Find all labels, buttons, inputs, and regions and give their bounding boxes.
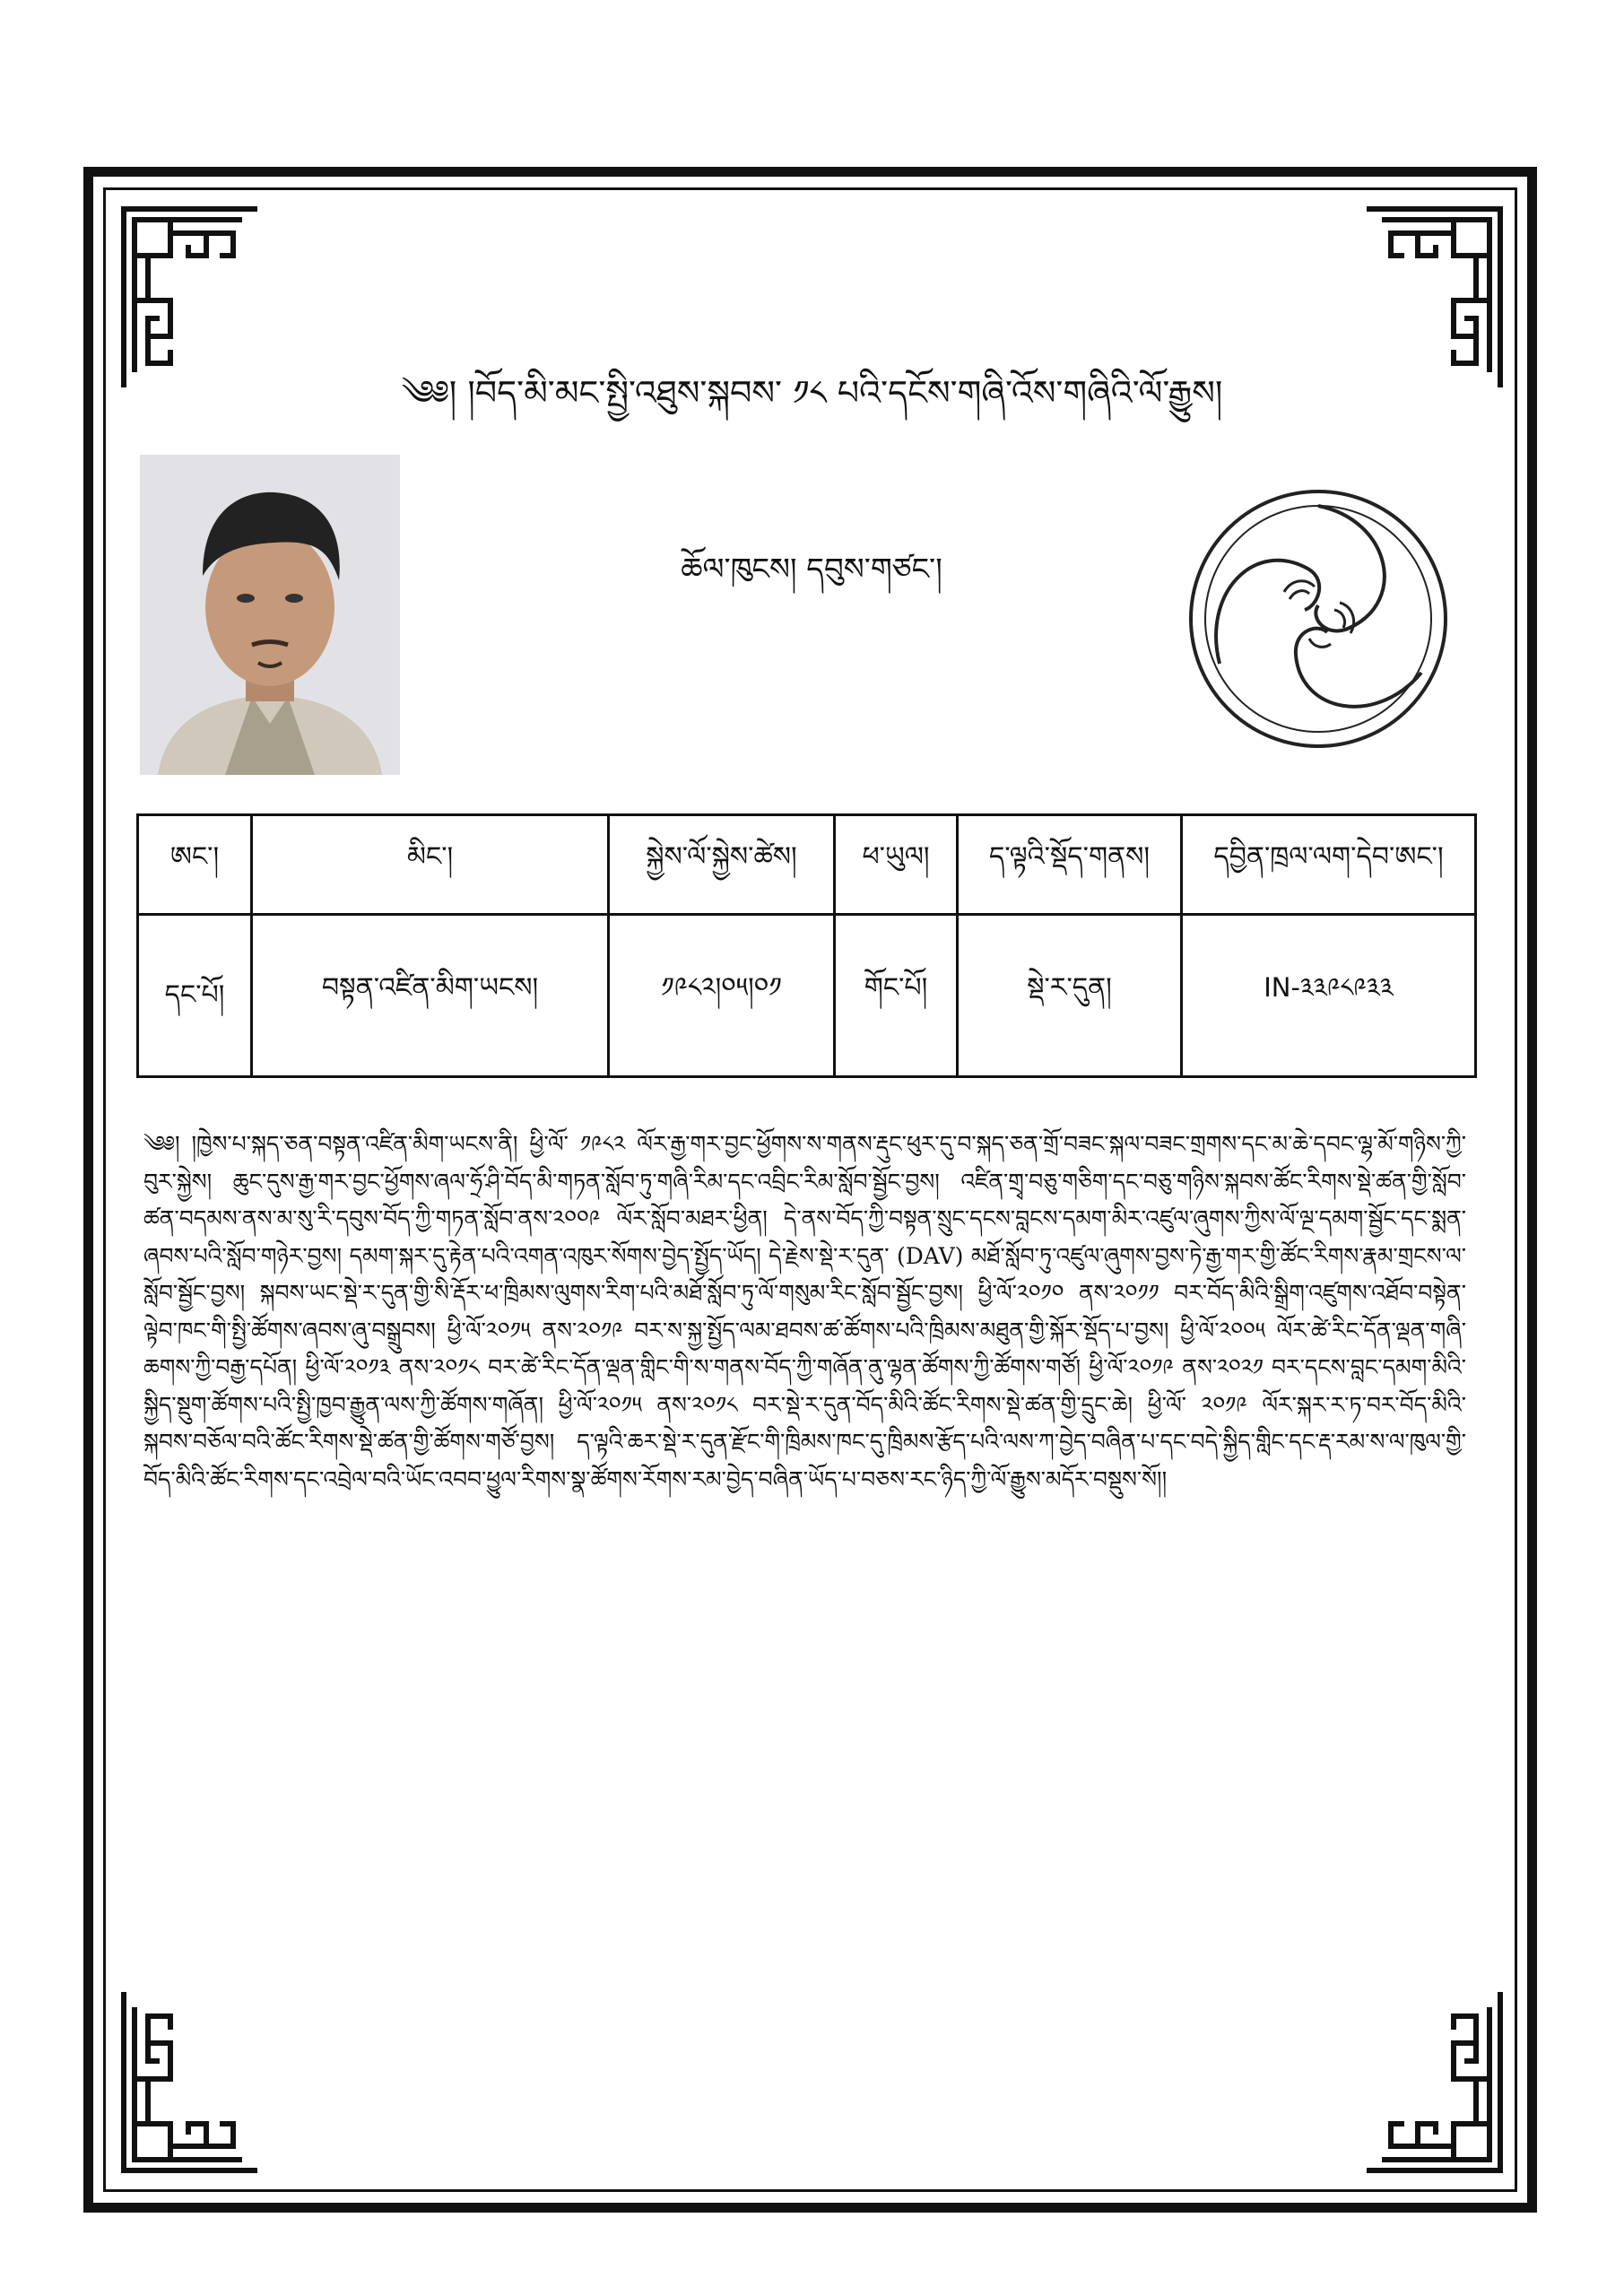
corner-ornament-bottom-right <box>1359 1985 1507 2178</box>
candidate-photo <box>140 455 400 775</box>
gakyil-emblem <box>1184 484 1453 753</box>
cell-hometown: གོང་པོ། <box>835 915 958 1077</box>
corner-ornament-top-right <box>1359 202 1507 395</box>
header-residence: ད་ལྟའི་སྡོད་གནས། <box>958 815 1182 915</box>
document-title: ༄༅། །བོད་མི་མང་སྤྱི་འཐུས་སྐབས་ ༡༨ པའི་དངོས་གཞི་འོས་གཞིའི་ལོ་རྒྱུས། <box>401 373 1223 413</box>
corner-ornament-bottom-left <box>117 1985 265 2178</box>
table-row <box>138 915 1476 1077</box>
header-hometown: ཕ་ཡུལ། <box>835 815 958 915</box>
table-header-row <box>138 815 1476 915</box>
header-number: ཨང་། <box>138 815 252 915</box>
corner-ornament-top-left <box>117 202 265 395</box>
biography-text <box>143 1126 1466 1888</box>
header-name: མིང་། <box>252 815 609 915</box>
header-rc-number: དབྱིན་ཁྲལ་ལག་དེབ་ཨང་། <box>1182 815 1476 915</box>
cell-rc-number: IN-༣༣༩༨༩༣༣ <box>1182 915 1476 1077</box>
constituency-label: ཆོལ་ཁུངས། དབུས་གཙང་། <box>681 552 942 587</box>
biography-paragraph: ༄༅། །ཁྱེས་པ་སྐད་ཅན་བསྟན་འཛིན་མིག་ཡངས་ནི། ཕྱི་ལོ་ ༡༩༨༢ ལོར་རྒྱ་གར་བྱང་ཕྱོགས་ས་གནས་རྡུང་ཕུར་དུ་བ་སྐད་ཅན་གྲོ་བཟང་སྐལ་བཟང་གྲགས་དང་མ་ཆེ་དབང་ལྷ་མོ་གཉིས་ཀྱི་བུར་སྐྱེས། ཆུང་དུས་རྒྱ་གར་བྱང་ཕྱོགས་ཞལ་ཧྲོ་ཤི་བོད་མི་གཏན་སློབ་ཏུ་གཞི་རིམ་དང་འབྲིང་རིམ་སློབ་སྦྱོང་བྱས། འཛིན་གྲྭ་བཅུ་གཅིག་དང་བཅུ་གཉིས་སྐབས་ཚོང་རིགས་སྡེ་ཚན་གྱི་སློབ་ཚན་བདམས་ནས་མ་སུ་རི་དབུས་བོད་ཀྱི་གཏན་སློབ་ནས་༢༠༠༩ ལོར་སློབ་མཐར་ཕྱིན། དེ་ནས་བོད་ཀྱི་བསྟན་སྲུང་དངས་བླངས་དམག་མིར་འཛུལ་ཞུགས་ཀྱིས་ལོ་ལྔ་དམག་སྦྱོང་དང་སྨན་ཞབས་པའི་སློབ་གཉེར་བྱས། དམག་སྐར་དུ་རྟེན་པའི་འགན་འཁུར་སོགས་བྱེད་སྤྱོད་ཡོད། དེ་རྗེས་སྡེ་ར་དུན་ (DAV) མཐོ་སློབ་ཏུ་འཛུལ་ཞུགས་བྱས་ཏེ་རྒྱ་གར་གྱི་ཚོང་རིགས་རྣམ་གྲངས་ལ་སློབ་སྦྱོང་བྱས། སྐབས་ཡང་སྡེ་ར་དུན་གྱི་སི་རྡོར་ཕ་ཁྲིམས་ལུགས་རིག་པའི་མཐོ་སློབ་ཏུ་ལོ་གསུམ་རིང་སློབ་སྦྱོང་བྱས། ཕྱི་ལོ་༢༠༡༠ ནས་༢༠༡༡ བར་བོད་མིའི་སྒྲིག་འཛུགས་འཐོབ་བསྟེན་ལྟེབ་ཁང་གི་སྤྱི་ཚོགས་ཞབས་ཞུ་བསྒྲུབས། ཕྱི་ལོ་༢༠༡༥ ནས་༢༠༡༩ བར་ས་སྐྱ་སྤྱོད་ལམ་ཐབས་ཚ་ཚོགས་པའི་ཁྲིམས་མཐུན་གྱི་སྐོར་སྡོད་པ་བྱས། ཕྱི་ལོ་༢༠༠༥ ལོར་ཚེ་རིང་དོན་ལྡན་གཞི་ཆགས་ཀྱི་བརྒྱ་དཔོན། ཕྱི་ལོ་༢༠༡༣ ནས་༢༠༡༨ བར་ཚེ་རིང་དོན་ལྡན་གླིང་གི་ས་གནས་བོད་ཀྱི་གཞོན་ནུ་ལྷན་ཚོགས་ཀྱི་ཚོགས་གཙོ། ཕྱི་ལོ་༢༠༡༩ ནས་༢༠༢༡ བར་དངས་བླང་དམག་མིའི་སྐྱིད་སྡུག་ཚོགས་པའི་སྤྱི་ཁྱབ་རྒྱུན་ལས་ཀྱི་ཚོགས་གཞོན། ཕྱི་ལོ་༢༠༡༥ ནས་༢༠༡༨ བར་སྡེ་ར་དུན་བོད་མིའི་ཚོང་རིགས་སྡེ་ཚན་གྱི་དྲུང་ཆེ། ཕྱི་ལོ་ ༢༠༡༩ ལོར་སྐར་ར་ཏ་བར་བོད་མིའི་སྐབས་བཅོལ་བའི་ཚོང་རིགས་སྡེ་ཚན་གྱི་ཚོགས་གཙོ་བྱས། ད་ལྟའི་ཆར་སྡེ་ར་དུན་རྫོང་གི་ཁྲིམས་ཁང་དུ་ཁྲིམས་རྩོད་པའི་ལས་ཀ་བྱེད་བཞིན་པ་དང་བདེ་སྐྱིད་གླིང་དང་རྡ་རམ་ས་ལ་ཁུལ་གྱི་བོད་མིའི་ཚོང་རིགས་དང་འབྲེལ་བའི་ཡོང་འབབ་ཕྱུལ་རིགས་སྣ་ཚོགས་རོགས་རམ་བྱེད་བཞིན་ཡོད་པ་བཅས་རང་ཉིད་ཀྱི་ལོ་རྒྱུས་མདོར་བསྡུས་སོ།། <box>143 1131 1466 1492</box>
cell-number: དང་པོ། <box>138 915 252 1077</box>
cell-residence: སྡེ་ར་དུན། <box>958 915 1182 1077</box>
candidate-info-table <box>136 813 1477 1078</box>
cell-name: བསྟན་འཛིན་མིག་ཡངས། <box>252 915 609 1077</box>
cell-birth-date: ༡༩༨༢།༠༥།༠༡ <box>609 915 835 1077</box>
header-birth-date: སྐྱེས་ལོ་སྐྱེས་ཚེས། <box>609 815 835 915</box>
